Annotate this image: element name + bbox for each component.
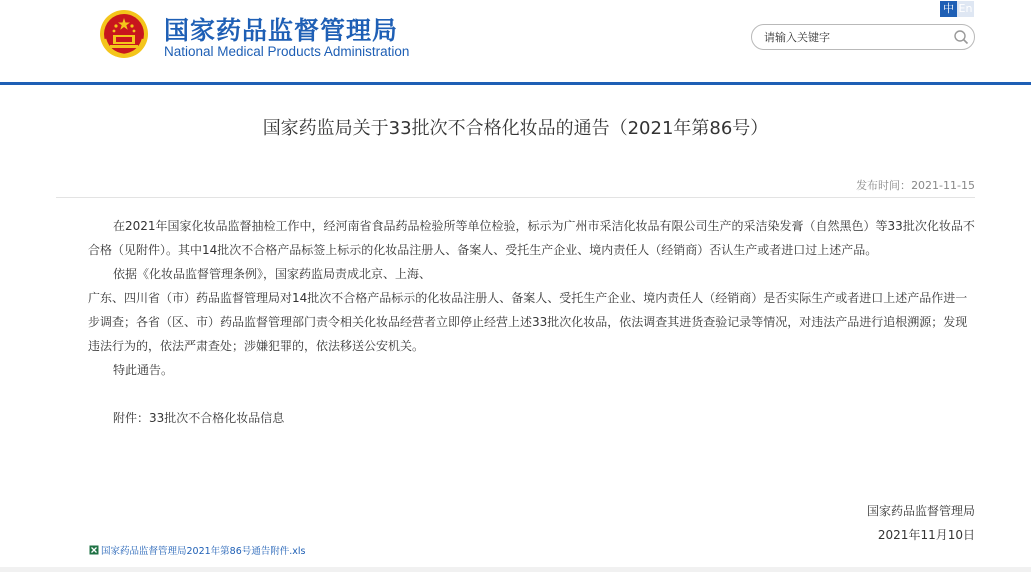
- article-paragraph: 依据《化妆品监督管理条例》，国家药监局责成北京、上海、: [113, 267, 432, 281]
- lang-zh-button[interactable]: 中: [940, 1, 957, 17]
- sign-date: 2021年11月10日: [877, 528, 975, 542]
- search-box: [751, 24, 975, 50]
- article-paragraph: 广东、四川省（市）药品监督管理局对14批次不合格产品标示的化妆品注册人、备案人、受托生产企业、境内责任人（经销商）是否实际生产或者进口上述产品作进一步调查；各省（区、市）药品监督管理部门责令相关化妆品经营者立即停止经营上述33批次化妆品，依法调查其进货查验记录等情况，对违法产品进行追根溯源；发现违法行为的，依法严肃查处；涉嫌犯罪的，依法移送公安机关。: [88, 291, 968, 353]
- header-divider: [0, 82, 1031, 85]
- publish-date: [856, 177, 975, 193]
- article-paragraph: 在2021年国家化妆品监督抽检工作中，经河南省食品药品检验所等单位检验，标示为广州市采洁化妆品有限公司生产的采洁染发膏（自然黑色）等33批次化妆品不合格（见附件）。其中14批次不合格产品标签上标示的化妆品注册人、备案人、受托生产企业、境内责任人（经销商）否认生产或者进口过上述产品。: [88, 219, 975, 257]
- article-title: 国家药监局关于33批次不合格化妆品的通告（2021年第86号）: [262, 118, 769, 139]
- lang-en-button[interactable]: En: [958, 2, 973, 15]
- page-bottom: [0, 567, 1031, 572]
- excel-file-icon: [89, 545, 99, 555]
- search-input[interactable]: [764, 28, 944, 46]
- publish-info: [56, 169, 975, 198]
- site-header: [0, 0, 1031, 84]
- article-paragraph: 特此通告。: [113, 363, 174, 377]
- search-icon[interactable]: [953, 29, 969, 45]
- attachment-link-text[interactable]: 国家药品监督管理局2021年第86号通告附件.xls: [101, 546, 306, 557]
- attachment-label: 附件：33批次不合格化妆品信息: [113, 411, 285, 425]
- attachment-link[interactable]: [89, 543, 306, 557]
- language-switch: [940, 1, 974, 17]
- site-subtitle[interactable]: National Medical Products Administration: [164, 44, 410, 59]
- site-title[interactable]: 国家药品监督管理局: [164, 16, 399, 45]
- publish-date-value: 2021-11-15: [911, 179, 975, 192]
- national-emblem-icon[interactable]: [99, 9, 149, 59]
- publish-date-label: 发布时间：: [856, 179, 912, 192]
- signature: 国家药品监督管理局: [866, 504, 975, 518]
